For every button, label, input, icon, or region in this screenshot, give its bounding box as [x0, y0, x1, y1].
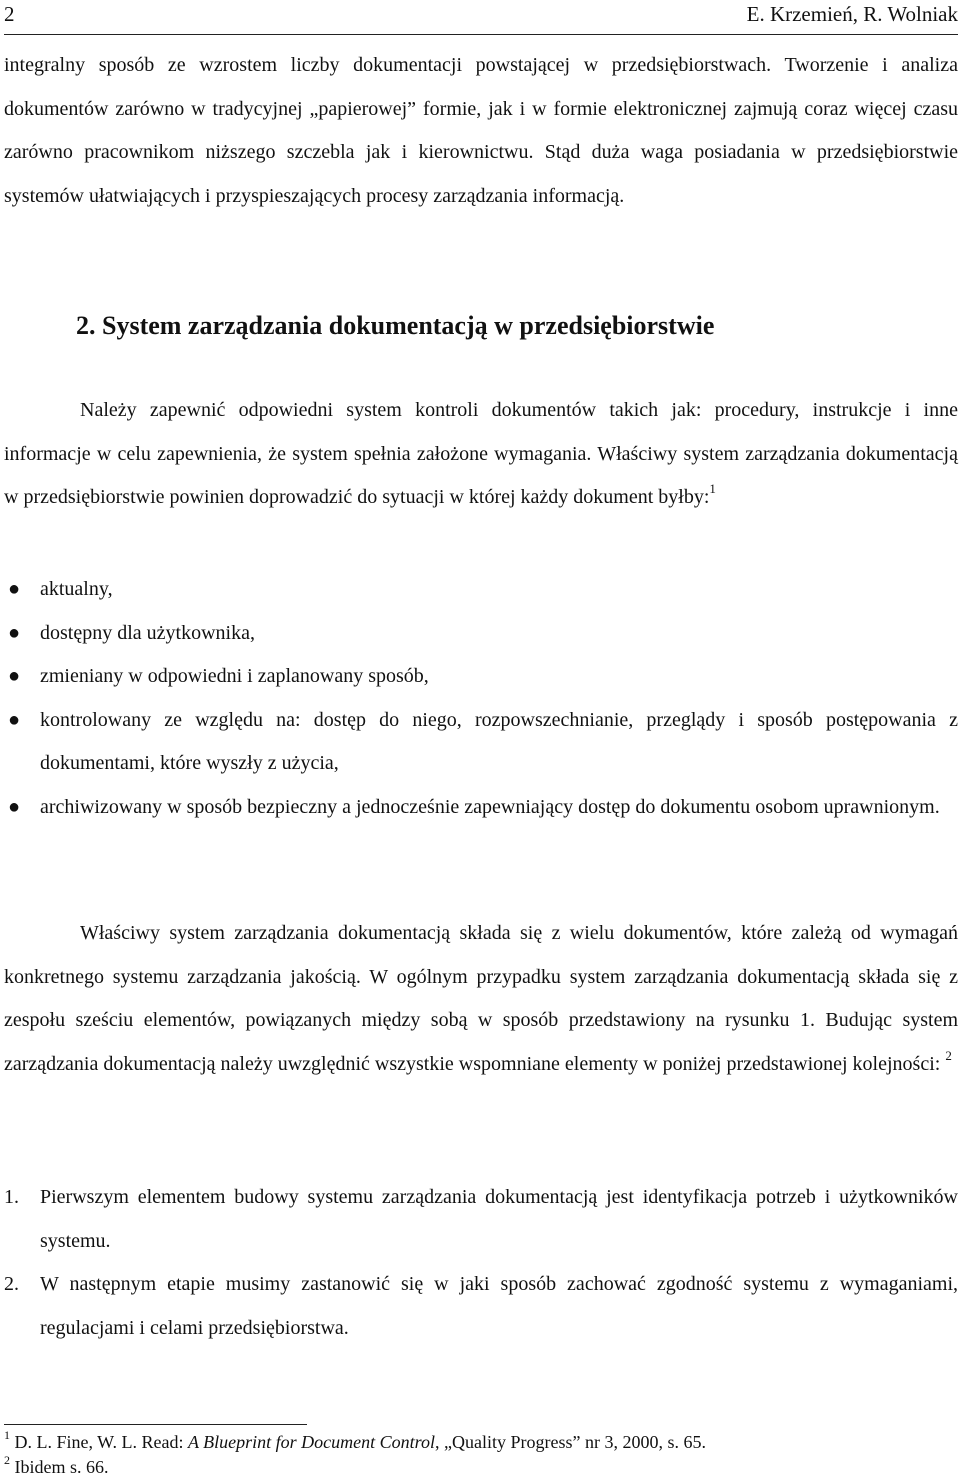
- footnote: [4, 1430, 958, 1455]
- numbered-item: [4, 1176, 958, 1263]
- list-item-text: aktualny,: [40, 578, 113, 600]
- intro-paragraph: integralny sposób ze wzrostem liczby dokumentacji powstającej w przedsiębiorstwach. Tworzenie i analiza dokumentów zarówno w tradycyjnej „papierowej” formie, jak i w formie elektronicznej zajmują coraz więcej czasu zarówno pracownikom niższego szczebla jak i kierownictwu. Stąd duża waga posiadania w przedsiębiorstwie systemów ułatwiających i przyspieszających procesy zarządzania informacją.: [4, 54, 958, 207]
- item-number: 1.: [4, 1186, 19, 1208]
- list-item-text: dostępny dla użytkownika,: [40, 621, 255, 644]
- list-item-text: zmieniany w odpowiedni i zaplanowany sposób,: [40, 665, 429, 687]
- footnote-text-tail: , „Quality Progress” nr 3, 2000, s. 65.: [435, 1432, 706, 1452]
- paragraph-system-elements-text: Właściwy system zarządzania dokumentacją składa się z wielu dokumentów, które zależą od wymagań konkretnego systemu zarządzania jakością. W ogólnym przypadku system zarządzania dokumentacją składa się z zespołu sześciu elementów, powiązanych między sobą w sposób przedstawiony na rysunku 1. Budując system zarządzania dokumentacją należy uwzględnić wszystkie wspomniane elementy w poniżej przedstawionej kolejności:: [4, 922, 958, 1075]
- list-item: [4, 786, 958, 830]
- footnote: [4, 1455, 958, 1480]
- footnotes: [4, 1430, 958, 1480]
- footnote-text: D. L. Fine, W. L. Read:: [14, 1432, 188, 1452]
- paragraph-document-control: [4, 389, 958, 520]
- section-heading: 2. System zarządzania dokumentacją w przedsiębiorstwie: [76, 311, 715, 340]
- footnote-text: Ibidem s. 66.: [14, 1457, 109, 1477]
- bullet-icon: ●: [8, 795, 21, 818]
- numbered-item: [4, 1263, 958, 1350]
- bullet-icon: ●: [8, 665, 21, 687]
- page-number: 2: [4, 2, 15, 26]
- paragraph-document-control-text: Należy zapewnić odpowiedni system kontroli dokumentów takich jak: procedury, instrukcje i inne informacje w celu zapewnienia, że system spełnia założone wymagania. Właściwy system zarządzania dokumentacją w przedsiębiorstwie powinien doprowadzić do sytuacji w której każdy dokument byłby:: [4, 399, 958, 508]
- header-rule: [4, 34, 958, 35]
- list-item-text: archiwizowany w sposób bezpieczny a jednocześnie zapewniający dostęp do dokumentu osobom uprawnionym.: [40, 795, 940, 818]
- page-header: [4, 2, 958, 32]
- list-item: [4, 699, 958, 786]
- steps-list: [4, 1176, 958, 1350]
- numbered-item-text: Pierwszym elementem budowy systemu zarządzania dokumentacją jest identyfikacja potrzeb i użytkowników systemu.: [40, 1186, 958, 1252]
- bullet-icon: ●: [8, 708, 21, 731]
- paragraph-system-elements: [4, 912, 958, 1086]
- list-item: [4, 612, 958, 656]
- running-head-authors: E. Krzemień, R. Wolniak: [746, 2, 958, 26]
- bullet-icon: ●: [8, 621, 21, 644]
- item-number: 2.: [4, 1273, 19, 1295]
- footnote-ref-1: 1: [709, 481, 716, 497]
- requirements-list: [4, 568, 958, 829]
- numbered-item-text: W następnym etapie musimy zastanowić się w jaki sposób zachować zgodność systemu z wymaganiami, regulacjami i celami przedsiębiorstwa.: [40, 1273, 958, 1339]
- list-item: [4, 655, 958, 699]
- footnote-separator: [4, 1424, 307, 1425]
- footnote-mark: 2: [4, 1453, 10, 1467]
- bullet-icon: ●: [8, 578, 21, 600]
- footnote-mark: 1: [4, 1428, 10, 1442]
- footnote-title: A Blueprint for Document Control: [188, 1432, 435, 1452]
- list-item-text: kontrolowany ze względu na: dostęp do niego, rozpowszechnianie, przeglądy i sposób postępowania z dokumentami, które wyszły z użycia,: [40, 708, 958, 774]
- list-item: [4, 568, 958, 612]
- footnote-ref-2: 2: [945, 1047, 952, 1063]
